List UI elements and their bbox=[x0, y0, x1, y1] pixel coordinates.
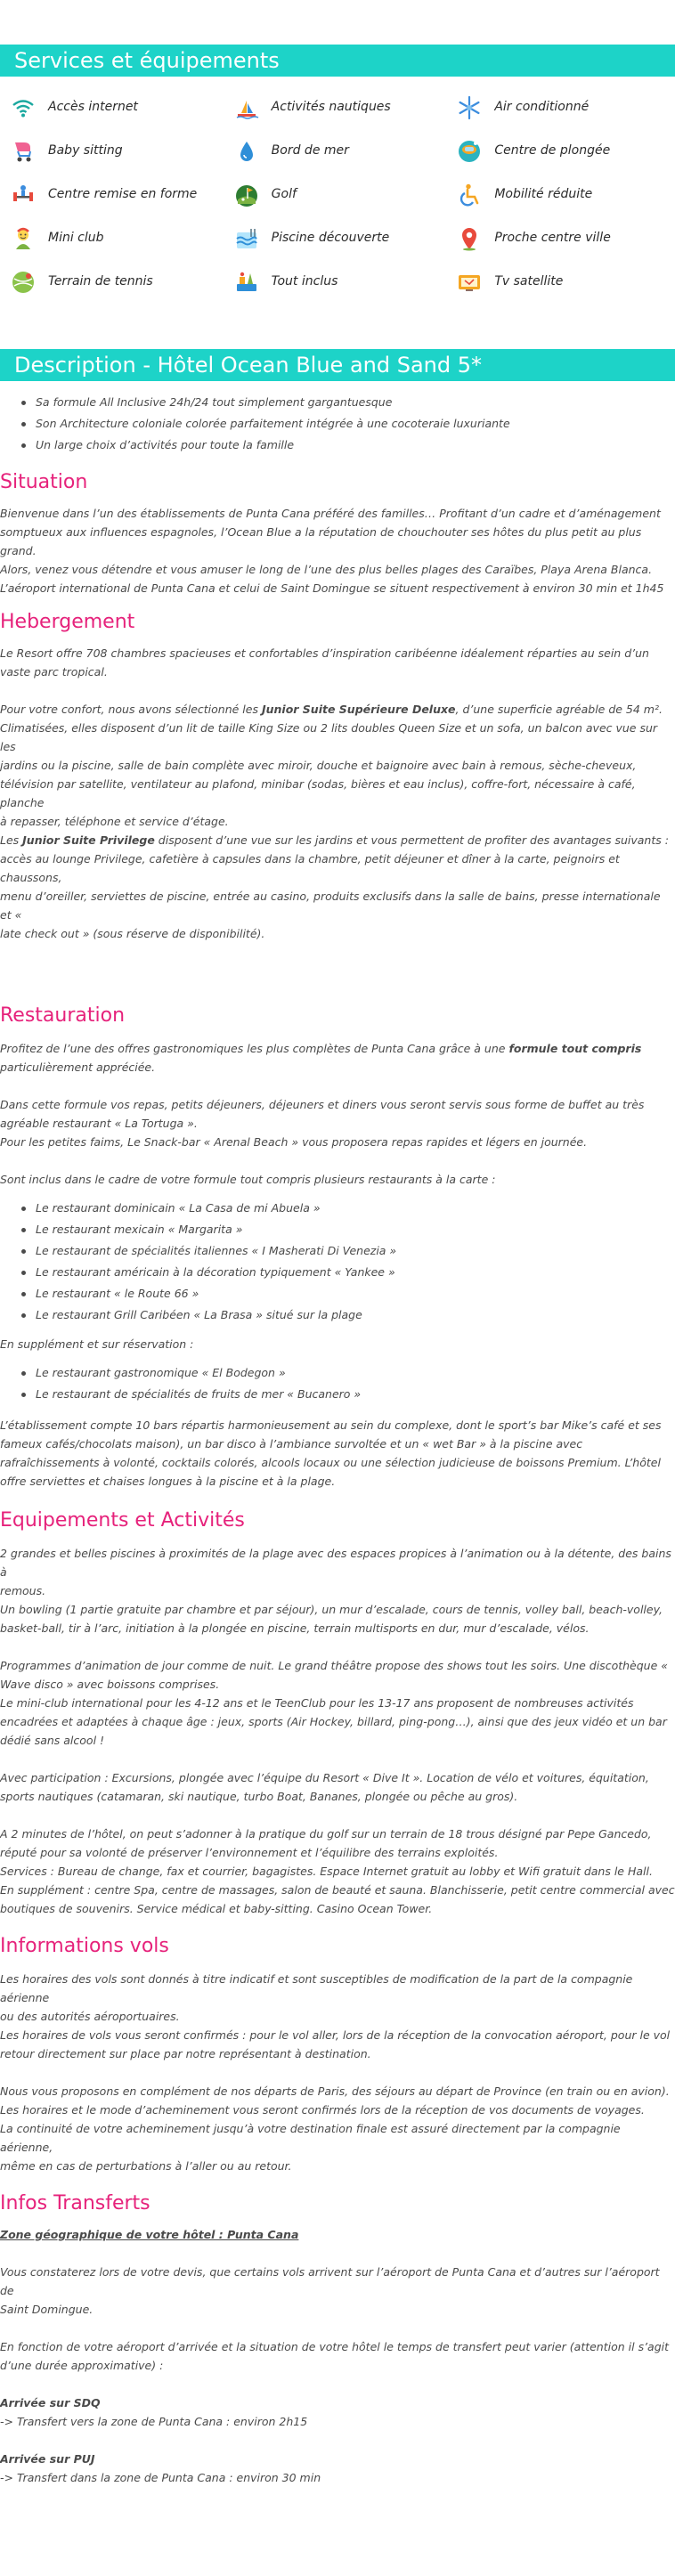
service-item: Activités nautiques bbox=[225, 95, 451, 120]
equipements-heading: Equipements et Activités bbox=[0, 1509, 245, 1532]
list-item: Le restaurant de spécialités italiennes « I Masherati Di Venezia » bbox=[21, 1240, 675, 1262]
service-item: Proche centre ville bbox=[450, 226, 675, 251]
service-item: Air conditionné bbox=[450, 95, 675, 120]
extra-restaurants-list bbox=[0, 1362, 675, 1405]
equipements-text: 2 grandes et belles piscines à proximités de la plage avec des espaces propices à l’animation ou à la détente, des bains à remous. Un bowling (1 partie gratuite par chambre et par séjour), un mur d’escalade, cours de tennis, volley ball, beach-volley, basket-ball, tir à l’arc, initiation à la plongée en piscine, terrain multisports en dur, mur d’escalade, vélos. Programmes d’animation de jour comme de nuit. Le grand théâtre propose des shows tout les soirs. Une discothèque « Wave disco » avec boissons comprises. Le mini-club international pour les 4-12 ans et le TeenClub pour les 13-17 ans proposent de nombreuses activités encadrées et adaptées à chaque âge : jeux, sports (Air Hockey, billard, ping-pong…), ainsi que des jeux vidéo et un bar dédié sans alcool ! Avec participation : Excursions, plongée avec l’équipe du Resort « Dive It ». Location de vélo et voitures, équitation, sports nautiques (catamaran, ski nautique, turbo Boat, Bananes, plongée ou pêche au gros). A 2 minutes de l’hôtel, on peut s’adonner à la pratique du golf sur un terrain de 18 trous désigné par Pepe Gancedo, réputé pour sa volonté de préserver l’environnement et l’équilibre des terrains exploités. Services : Bureau de change, fax et courrier, bagagistes. Espace Internet gratuit au lobby et Wifi gratuit dans le Hall. En supplément : centre Spa, centre de massages, salon de beauté et sauna. Blanchisserie, petit centre commercial avec boutiques de souvenirs. Service médical et baby-sitting. Casino Ocean Tower. bbox=[0, 1547, 675, 1915]
stroller-icon bbox=[11, 139, 36, 164]
highlights-list bbox=[0, 392, 675, 456]
list-item: Sa formule All Inclusive 24h/24 tout simplement gargantuesque bbox=[21, 392, 675, 413]
service-item: Baby sitting bbox=[0, 139, 225, 164]
vols-heading: Informations vols bbox=[0, 1935, 169, 1957]
diving-icon bbox=[457, 139, 482, 164]
list-item: Le restaurant gastronomique « El Bodegon » bbox=[21, 1362, 675, 1384]
tennis-icon bbox=[11, 270, 36, 295]
restauration-heading: Restauration bbox=[0, 1004, 126, 1027]
fitness-icon bbox=[11, 183, 36, 207]
hebergement-text: Le Resort offre 708 chambres spacieuses et confortables d’inspiration caribéenne idéalement réparties au sein d’un vaste parc tropical. Pour votre confort, nous avons sélectionné les Junior Suite Supérieure Deluxe, d’une superficie agréable de 54 m². Climatisées, elles disposent d’un lit de taille King Size ou 2 lits doubles Queen Size et un sofa, un balcon avec vue sur les jardins ou la piscine, salle de bain complète avec miroir, douche et baignoire avec bain à remous, sèche-cheveux, télévision par satellite, ventilateur au plafond, minibar (sodas, bières et eau inclus), coffre-fort, nécessaire à café, planche à repasser, téléphone et service d’étage. Les Junior Suite Privilege disposent d’une vue sur les jardins et vous permettent de profiter des avantages suivants : accès au lounge Privilege, cafetière à capsules dans la chambre, petit déjeuner et dîner à la carte, peignoirs et chaussons, menu d’oreiller, serviettes de piscine, entrée au casino, produits exclusifs dans la salle de bains, presse internationale et « late check out » (sous réserve de disponibilité). bbox=[0, 646, 669, 940]
list-item: Le restaurant mexicain « Margarita » bbox=[21, 1219, 675, 1240]
services-section-title: Services et équipements bbox=[0, 45, 675, 77]
map-pin-icon bbox=[457, 226, 482, 251]
golf-icon bbox=[234, 183, 259, 207]
service-item: Accès internet bbox=[0, 95, 225, 120]
service-item: Bord de mer bbox=[225, 139, 451, 164]
transferts-text: Zone géographique de votre hôtel : Punta Cana Vous constaterez lors de votre devis, que certains vols arrivent sur l’aéroport de Punta Cana et d’autres sur l’aéroport de Saint Domingue. En fonction de votre aéroport d’arrivée et la situation de votre hôtel le temps de transfert peut varier (attention il s’agit d’une durée approximative) : Arrivée sur SDQ -> Transfert vers la zone de Punta Cana : environ 2h15 Arrivée sur PUJ -> Transfert dans la zone de Punta Cana : environ 30 min bbox=[0, 2228, 670, 2484]
included-restaurants-list bbox=[0, 1198, 675, 1326]
transferts-heading: Infos Transferts bbox=[0, 2192, 150, 2214]
list-item: Le restaurant dominicain « La Casa de mi Abuela » bbox=[21, 1198, 675, 1219]
list-item: Un large choix d’activités pour toute la famille bbox=[21, 435, 675, 456]
service-item: Centre remise en forme bbox=[0, 183, 225, 207]
water-drop-icon bbox=[234, 139, 259, 164]
kids-icon bbox=[11, 226, 36, 251]
hebergement-heading: Hebergement bbox=[0, 611, 135, 633]
tv-icon bbox=[457, 270, 482, 295]
restauration-text: Profitez de l’une des offres gastronomiques les plus complètes de Punta Cana grâce à une formule tout compris particulièrement appréciée. Dans cette formule vos repas, petits déjeuners, déjeuners et diners vous seront servis sous forme de buffet au très agréable restaurant « La Tortuga ». Pour les petites faims, Le Snack-bar « Arenal Beach » vous proposera repas rapides et légers en journée. Sont inclus dans le cadre de votre formule tout compris plusieurs restaurants à la carte : Le restaurant dominicain « La Casa de mi Abuela » Le restaurant mexicain « Margarita » Le restaurant de spécialités italiennes « I Masherati Di Venezia » Le restaurant américain à la décoration typiquement « Yankee » Le restaurant « le Route 66 » Le restaurant Grill Caribéen « La Brasa » situé sur la plage En supplément et sur réservation : Le restaurant gastronomique « El Bodegon » Le restaurant de spécialités de fruits de mer « Bucanero » L’établissement compte 10 bars répartis harmonieusement au sein du complexe, dont le sport’s bar Mike’s café et ses fameux cafés/chocolats maison), un bar disco à l’ambiance survoltée et un « wet Bar » à la piscine avec rafraîchissements à volonté, cocktails colorés, alcools locaux ou une sélection judicieuse de boissons Premium. L’hôtel offre serviettes et chaises longues à la piscine et à la plage. bbox=[0, 1039, 675, 1491]
service-item: Terrain de tennis bbox=[0, 270, 225, 295]
list-item: Le restaurant Grill Caribéen « La Brasa » situé sur la plage bbox=[21, 1304, 675, 1326]
list-item: Le restaurant de spécialités de fruits de mer « Bucanero » bbox=[21, 1384, 675, 1405]
service-item: Mobilité réduite bbox=[450, 183, 675, 207]
situation-text: Bienvenue dans l’un des établissements de Punta Cana préféré des familles… Profitant d’un cadre et d’aménagement somptueux aux influences espagnoles, l’Ocean Blue a la réputation de chouchouter ses hôtes du plus petit au plus grand. Alors, venez vous détendre et vous amuser le long de l’une des plus belles plages des Caraïbes, Playa Arena Blanca. L’aéroport international de Punta Cana et celui de Saint Domingue se situent respectivement à environ 30 min et 1h45 bbox=[0, 507, 664, 595]
list-item: Le restaurant américain à la décoration typiquement « Yankee » bbox=[21, 1262, 675, 1283]
all-inclusive-icon bbox=[234, 270, 259, 295]
pool-icon bbox=[234, 226, 259, 251]
service-item: Mini club bbox=[0, 226, 225, 251]
wheelchair-icon bbox=[457, 183, 482, 207]
nautical-icon bbox=[234, 95, 259, 120]
services-grid bbox=[0, 85, 675, 304]
service-item: Piscine découverte bbox=[225, 226, 451, 251]
list-item: Le restaurant « le Route 66 » bbox=[21, 1283, 675, 1304]
service-item: Tv satellite bbox=[450, 270, 675, 295]
vols-text: Les horaires des vols sont donnés à titre indicatif et sont susceptibles de modification de la part de la compagnie aérienne ou des autorités aéroportuaires. Les horaires de vols vous seront confirmés : pour le vol aller, lors de la réception de la convocation aéroport, pour le vol retour directement sur place par notre représentant à destination. Nous vous proposons en complément de nos départs de Paris, des séjours au départ de Province (en train ou en avion). Les horaires et le mode d’acheminement vous seront confirmés lors de la réception de vos documents de voyages. La continuité de votre acheminement jusqu’à votre destination finale est assuré directement par la compagnie aérienne, même en cas de perturbations à l’aller ou au retour. bbox=[0, 1972, 671, 2173]
service-item: Tout inclus bbox=[225, 270, 451, 295]
hotel-description bbox=[0, 392, 675, 2487]
snowflake-icon bbox=[457, 95, 482, 120]
list-item: Son Architecture coloniale colorée parfaitement intégrée à une cocoteraie luxuriante bbox=[21, 413, 675, 435]
service-item: Golf bbox=[225, 183, 451, 207]
service-item: Centre de plongée bbox=[450, 139, 675, 164]
situation-heading: Situation bbox=[0, 471, 88, 493]
wifi-icon bbox=[11, 95, 36, 120]
description-section-title: Description - Hôtel Ocean Blue and Sand 5* bbox=[0, 349, 675, 381]
